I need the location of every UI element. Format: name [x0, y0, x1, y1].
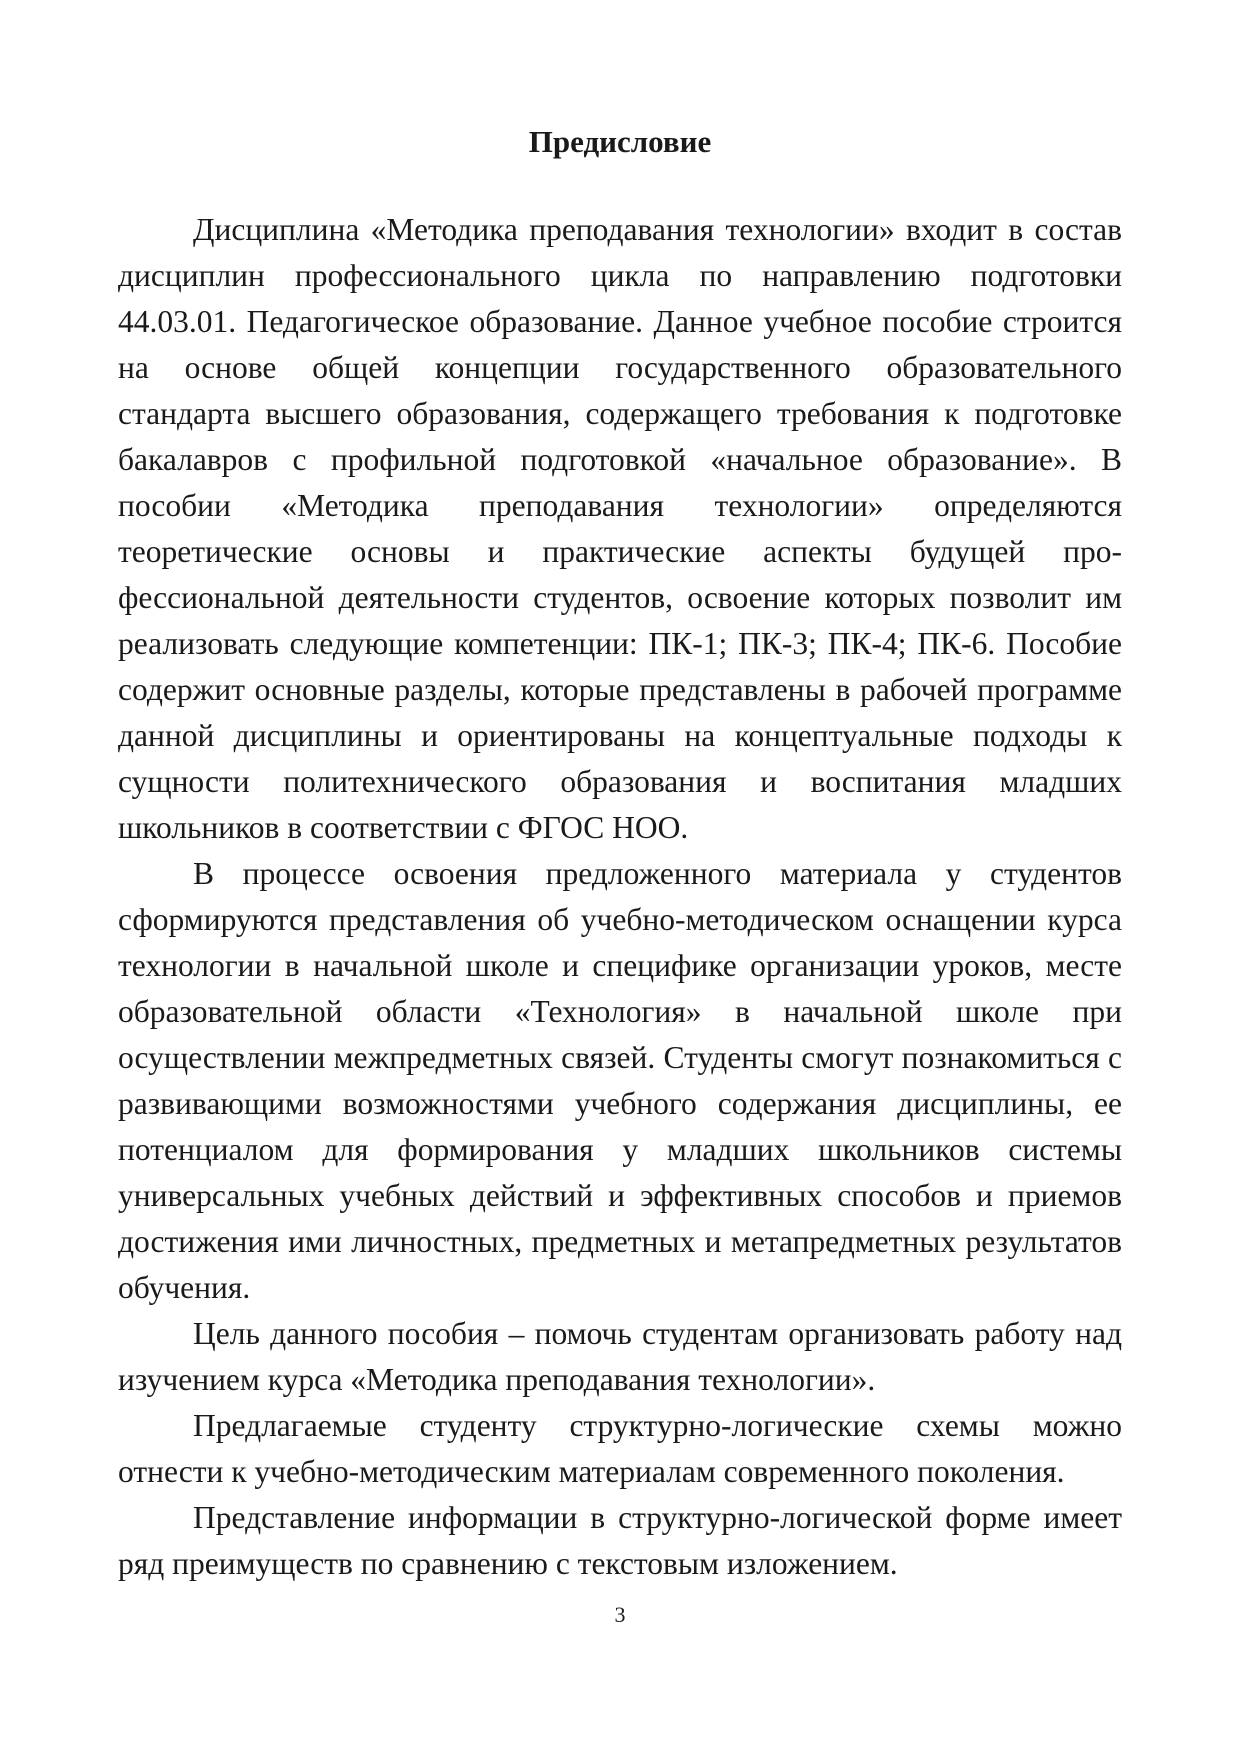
paragraph-5: Представление информации в структурно-логической форме имеет ряд преимуществ по сравнению с текстовым изложением.: [118, 1500, 1122, 1581]
paragraph-2: В процессе освоения предложенного материала у студентов сформируются представления об учебно-методическом оснащении курса технологии в начальной школе и специфике организации уроков, месте образовательной области «Технология» в начальной школе при осуществлении межпредметных связей. Студенты смогут познакомиться с развивающими возможностями учебного содержания дисциплины, ее потенциалом для формирования у младших школьников системы универсальных учебных действий и эффективных способов и приемов достижения ими личностных, предметных и метапредметных результатов обучения.: [118, 856, 1122, 1305]
page-title: Предисловие: [528, 124, 712, 159]
page-number: 3: [614, 1602, 626, 1627]
paragraph-3: Цель данного пособия – помочь студентам организовать работу над изучением курса «Методика преподавания технологии».: [118, 1316, 1122, 1397]
paragraph-1: Дисциплина «Методика преподавания технологии» входит в состав дисциплин профессионального цикла по направлению подготовки 44.03.01. Педагогическое образование. Данное учебное пособие строится на основе общей концепции государственного образовательного стандарта высшего образования, содержащего требования к подготовке бакалавров с профильной подготовкой «начальное образование». В пособии «Методика преподавания технологии» определяются теоретические основы и практические аспекты будущей профессиональной деятельности студентов, освоение которых позволит им реализовать следующие компетенции: ПК-1; ПК-3; ПК-4; ПК-6. Пособие содержит основные разделы, которые представлены в рабочей программе данной дисциплины и ориентированы на концептуальные подходы к сущности политехнического образования и воспитания младших школьников в соответствии с ФГОС НОО.: [118, 212, 1122, 845]
body-text: [118, 207, 1122, 1587]
paragraph-4: Предлагаемые студенту структурно-логические схемы можно отнести к учебно-методическим материалам современного поколения.: [118, 1408, 1122, 1489]
